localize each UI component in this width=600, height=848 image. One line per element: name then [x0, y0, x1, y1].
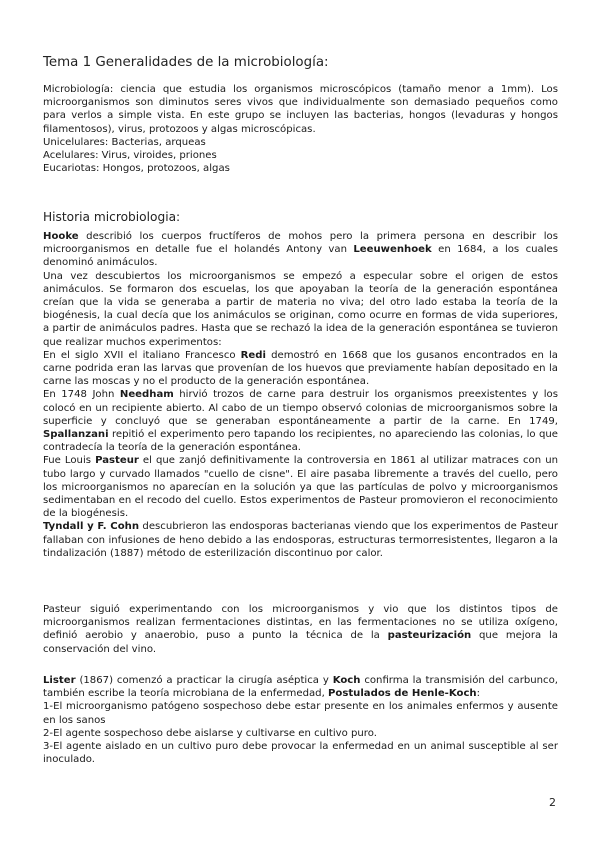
needham-name: Needham: [119, 389, 174, 401]
fermentation-section: [43, 603, 558, 656]
needham-paragraph: [43, 388, 558, 454]
definition-paragraph: Microbiología: ciencia que estudia los organismos microscópicos (tamaño menor a 1mm). Los microorganismos son diminutos seres vivos que individualmente son demasiado pequeños como para verlos a simple vista. En este grupo se incluyen las bacterias, hongos (levaduras y hongos filamentosos), virus, protozoos y algas microscópicas.: [43, 84, 558, 135]
acellular-line: Acelulares: Virus, viroides, priones: [43, 150, 217, 162]
page-title: Tema 1 Generalidades de la microbiología:: [43, 55, 329, 70]
lister-text-2: confirma la transmisión del carbunco, también escribe la teoría microbiana de la enfermedad,: [43, 675, 558, 700]
tyndall-paragraph: [43, 520, 558, 560]
hooke-text-1: describió los cuerpos fructíferos de mohos pero la primera persona en describir los microorganismos en detalle fue el holandés Antony van: [43, 231, 558, 256]
lister-koch-section: [43, 674, 558, 766]
needham-text-1: En 1748 John: [43, 389, 120, 401]
fermentation-paragraph: [43, 603, 558, 656]
postulate-item: 3-El agente aislado en un cultivo puro debe provocar la enfermedad en un animal susceptible al ser inoculado.: [43, 741, 558, 766]
history-section: [43, 230, 558, 560]
needham-text-2: hirvió trozos de carne para destruir los organismos preexistentes y los colocó en un recipiente abierto. Al cabo de un tiempo observó colonias de microorganismos sobre la superficie y concluyó que se generaban espontáneamente a partir de la carne. En 1749,: [43, 389, 558, 427]
history-heading: Historia microbiologia:: [43, 210, 181, 224]
spallanzani-name: Spallanzani: [43, 429, 109, 441]
redi-paragraph: [43, 349, 558, 389]
hooke-paragraph: [43, 230, 558, 270]
lister-text-3: :: [476, 688, 481, 700]
lister-name: Lister: [43, 675, 76, 686]
unicellular-line: Unicelulares: Bacterias, arqueas: [43, 136, 206, 148]
tyndall-text: descubrieron las endosporas bacterianas viendo que los experimentos de Pasteur fallaban con infusiones de heno debido a las endosporas, estructuras termorresistentes, llegaron a la tindalización (1887) método de esterilización discontinuo por calor.: [43, 521, 558, 559]
fermentation-text-1: Pasteur siguió experimentando con los microorganismos y vio que los distintos tipos de microorganismos realizan fermentaciones distintas, en las fermentaciones no se utiliza oxígeno, definió aerobio y anaerobio, puso a punto la técnica de la: [43, 604, 558, 642]
pasteur-text-1: Fue Louis: [43, 455, 96, 467]
redi-text-2: demostró en 1668 que los gusanos encontrados en la carne podrida eran las larvas que provenían de los huevos que previamente habían depositado en la carne las moscas y no el producto de la generación espontánea.: [43, 349, 558, 388]
needham-text-3: repitió el experimento pero tapando los recipientes, no apareciendo las colonias, lo que contradecía la teoría de la generación espontánea.: [43, 429, 558, 454]
lister-text-1: (1867) comenzó a practicar la cirugía aséptica y: [75, 675, 333, 686]
eukaryotes-line: Eucariotas: Hongos, protozoos, algas: [43, 163, 230, 175]
postulate-item: 1-El microorganismo patógeno sospechoso debe estar presente en los animales enfermos y ausente en los sanos: [43, 701, 558, 726]
hooke-text-2: en 1684, a los cuales denominó animáculos.: [43, 244, 558, 269]
pasteur-paragraph: [43, 454, 558, 520]
pasteur-name: Pasteur: [95, 455, 139, 467]
redi-name: Redi: [240, 349, 266, 361]
hooke-name: Hooke: [43, 231, 79, 242]
koch-name: Koch: [332, 675, 361, 686]
lister-paragraph: [43, 674, 558, 700]
tyndall-cohn-name: Tyndall y F. Cohn: [43, 521, 140, 533]
pasteurization-term: pasteurización: [387, 630, 472, 642]
speculation-paragraph: Una vez descubiertos los microorganismos se empezó a especular sobre el origen de estos animáculos. Se formaron dos escuelas, los que apoyaban la teoría de la generación espontánea creían que la vida se generaba a partir de materia no viva; del otro lado estaba la teoría de la biogénesis, la cual decía que los animáculos se originan, como ocurre en formas de vida superiores, a partir de animáculos padres. Hasta que se rechazó la idea de la generación espontánea se tuvieron que realizar muchos experimentos:: [43, 270, 558, 348]
postulate-item: 2-El agente sospechoso debe aislarse y cultivarse en cultivo puro.: [43, 727, 377, 739]
fermentation-text-2: que mejora la conservación del vino.: [43, 630, 558, 655]
leeuwenhoek-name: Leeuwenhoek: [353, 244, 432, 256]
redi-text-1: En el siglo XVII el italiano Francesco: [43, 349, 241, 361]
intro-section: [43, 83, 558, 175]
henle-koch-term: Postulados de Henle-Koch: [328, 688, 477, 700]
page-number: 2: [549, 796, 556, 809]
pasteur-text-2: el que zanjó definitivamente la controversia en 1861 al utilizar matraces con un tubo largo y curvado llamados "cuello de cisne". El aire pasaba libremente a través del cuello, pero los microorganismos no aparecían en la solución ya que las partículas de polvo y microorganismos sedimentaban en el recodo del cuello. Estos experimentos de Pasteur promovieron el reconocimiento de la biogénesis.: [43, 455, 558, 520]
